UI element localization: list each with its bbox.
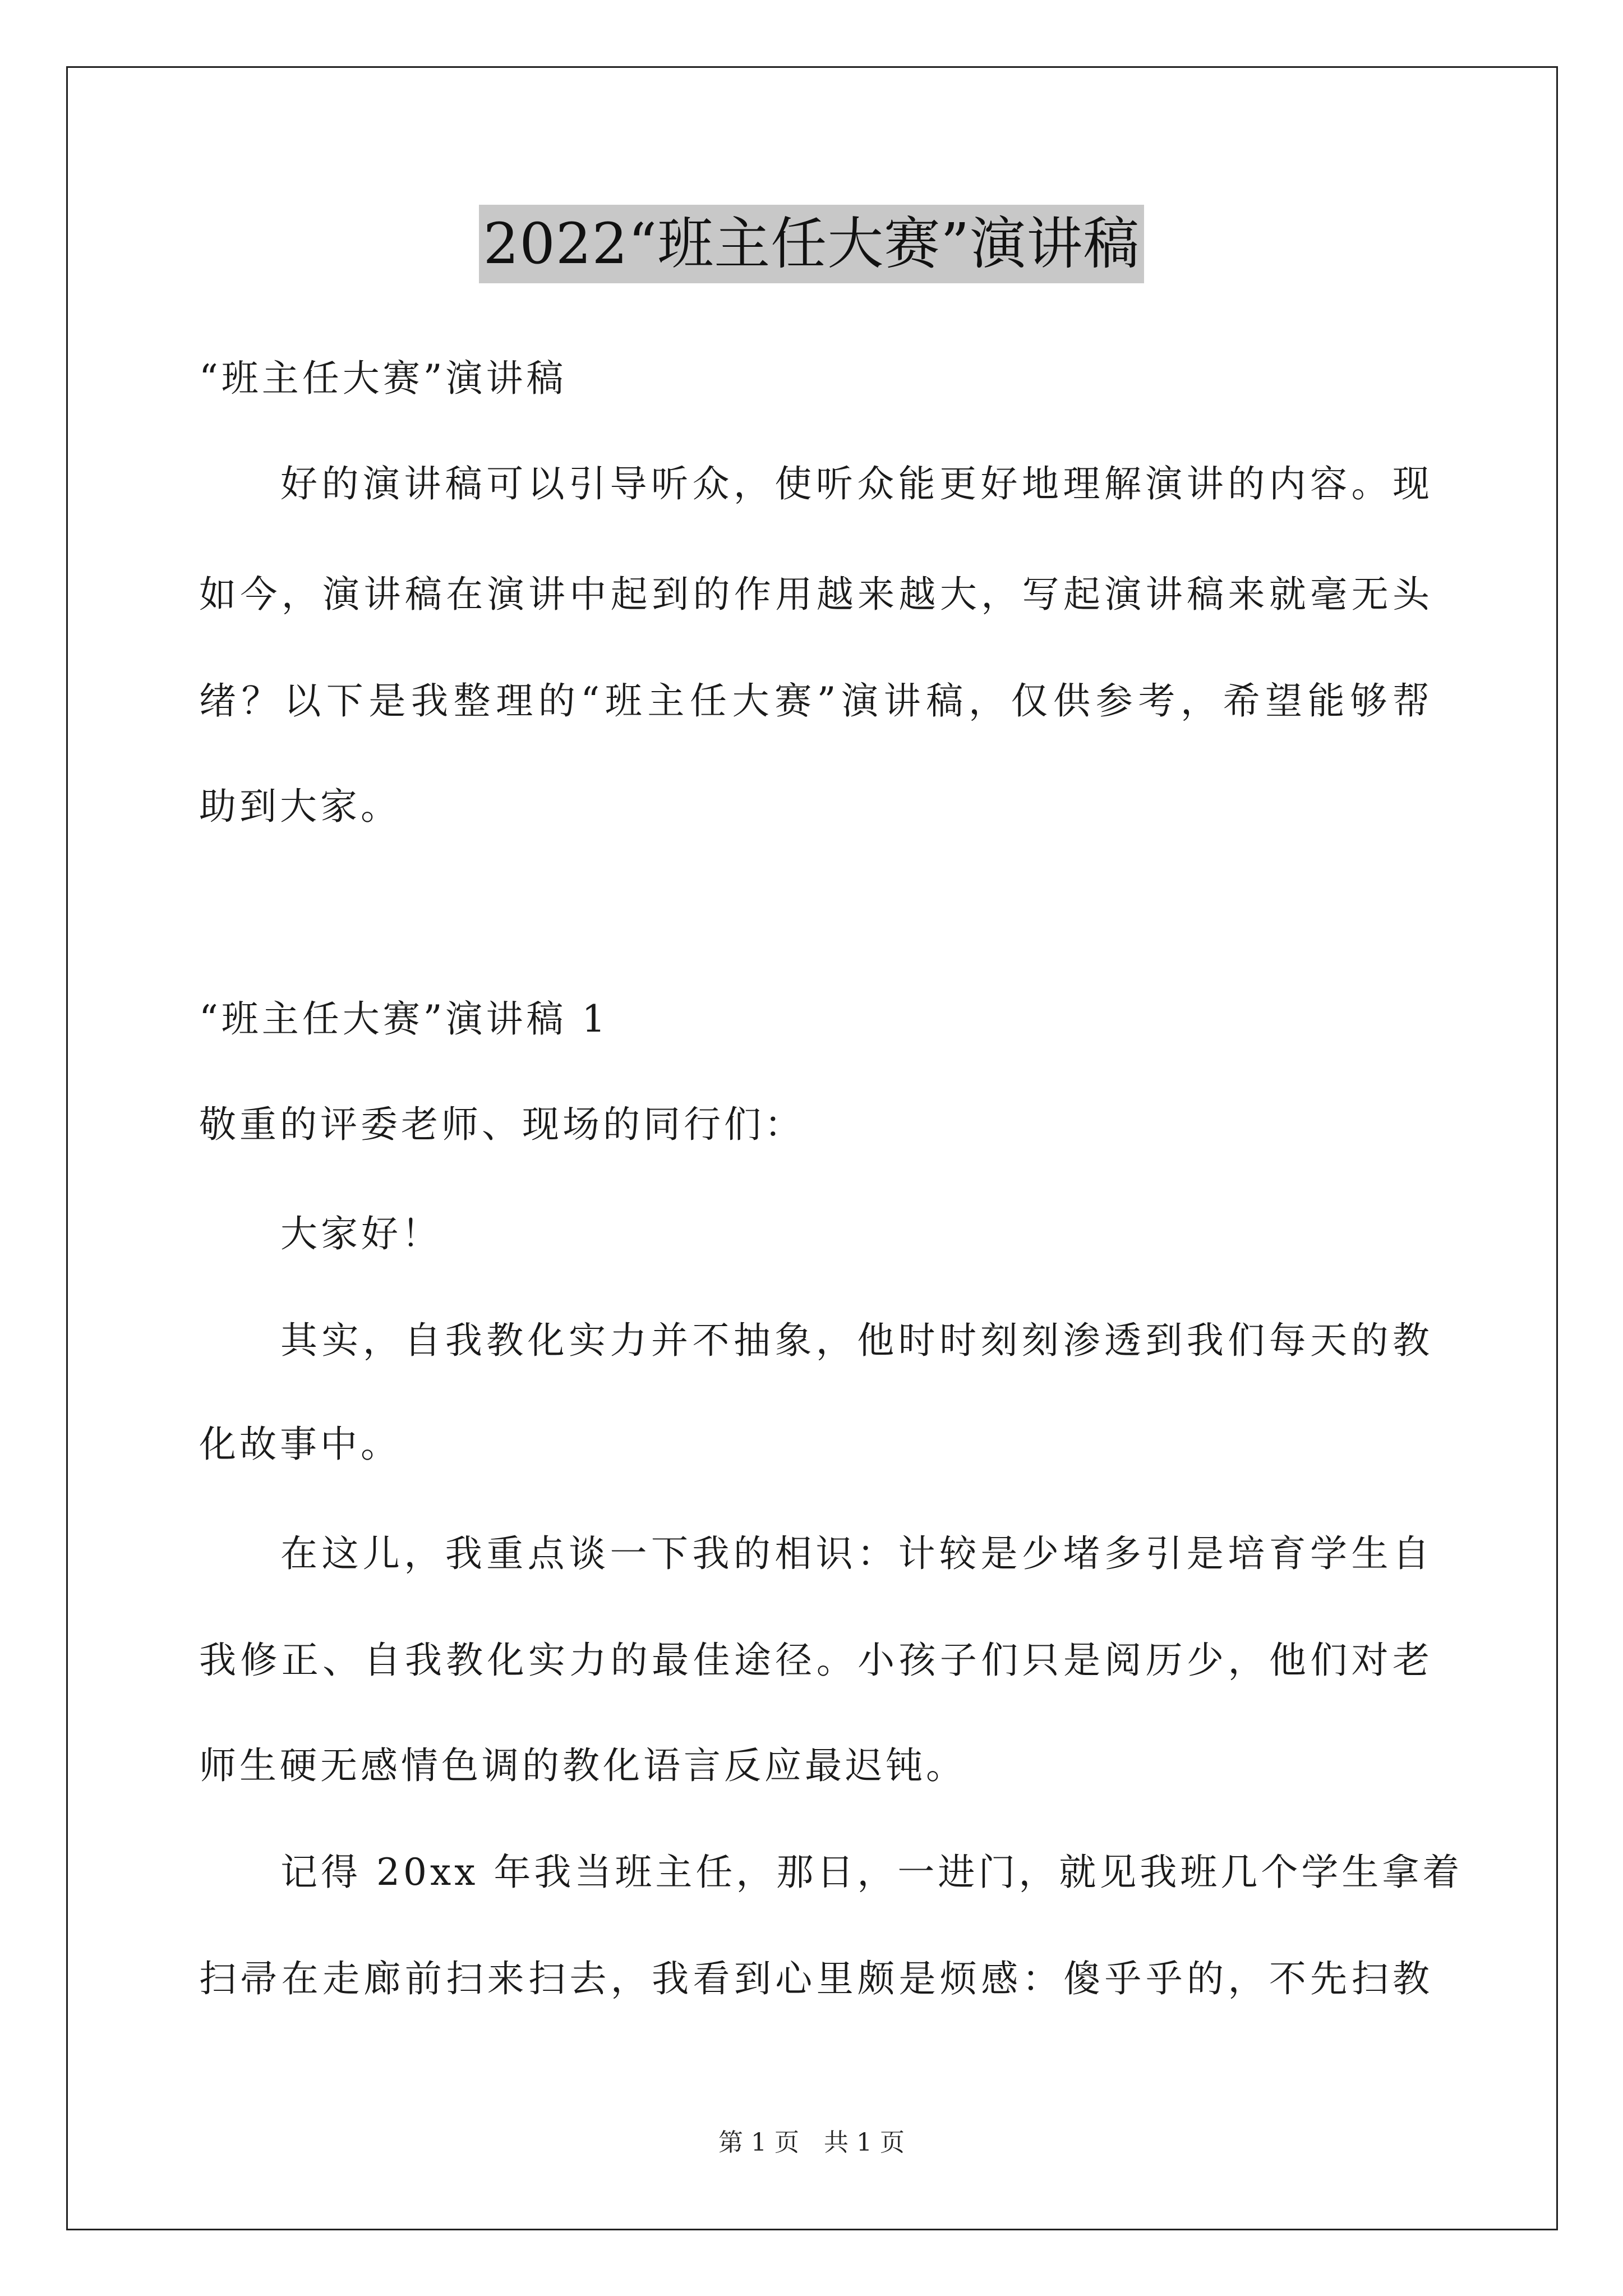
paragraph-line: 其实，自我教化实力并不抽象，他时时刻刻渗透到我们每天的教 [280, 1319, 1433, 1362]
paragraph-line: 在这儿，我重点谈一下我的相识：计较是少堵多引是培育学生自 [280, 1532, 1433, 1575]
paragraph-line: 我修正、自我教化实力的最佳途径。小孩子们只是阅历少，他们对老 [199, 1639, 1433, 1682]
paragraph-line: 记得 20xx 年我当班主任，那日，一进门，就见我班几个学生拿着 [280, 1851, 1463, 1894]
title-container [0, 205, 1623, 283]
page-total: 共 1 页 [824, 2128, 905, 2157]
document-heading: “班主任大赛”演讲稿 [199, 357, 567, 400]
intro-line: 绪？以下是我整理的“班主任大赛”演讲稿，仅供参考，希望能够帮 [199, 679, 1433, 723]
intro-line: 好的演讲稿可以引导听众，使听众能更好地理解演讲的内容。现 [280, 462, 1433, 505]
section-heading: “班主任大赛”演讲稿 1 [199, 997, 609, 1041]
greeting: 大家好！ [280, 1212, 442, 1255]
paragraph-line: 师生硬无感情色调的教化语言反应最迟钝。 [199, 1744, 966, 1787]
paragraph-line: 扫帚在走廊前扫来扫去，我看到心里颇是烦感：傻乎乎的，不先扫教 [199, 1957, 1433, 2000]
intro-line: 助到大家。 [199, 785, 401, 828]
page-number: 第 1 页 [718, 2128, 799, 2157]
page-footer [0, 2126, 1623, 2160]
intro-line: 如今，演讲稿在演讲中起到的作用越来越大，写起演讲稿来就毫无头 [199, 573, 1433, 616]
salutation: 敬重的评委老师、现场的同行们： [199, 1103, 805, 1146]
paragraph-line: 化故事中。 [199, 1423, 401, 1466]
document-title: 2022“班主任大赛”演讲稿 [479, 205, 1145, 283]
